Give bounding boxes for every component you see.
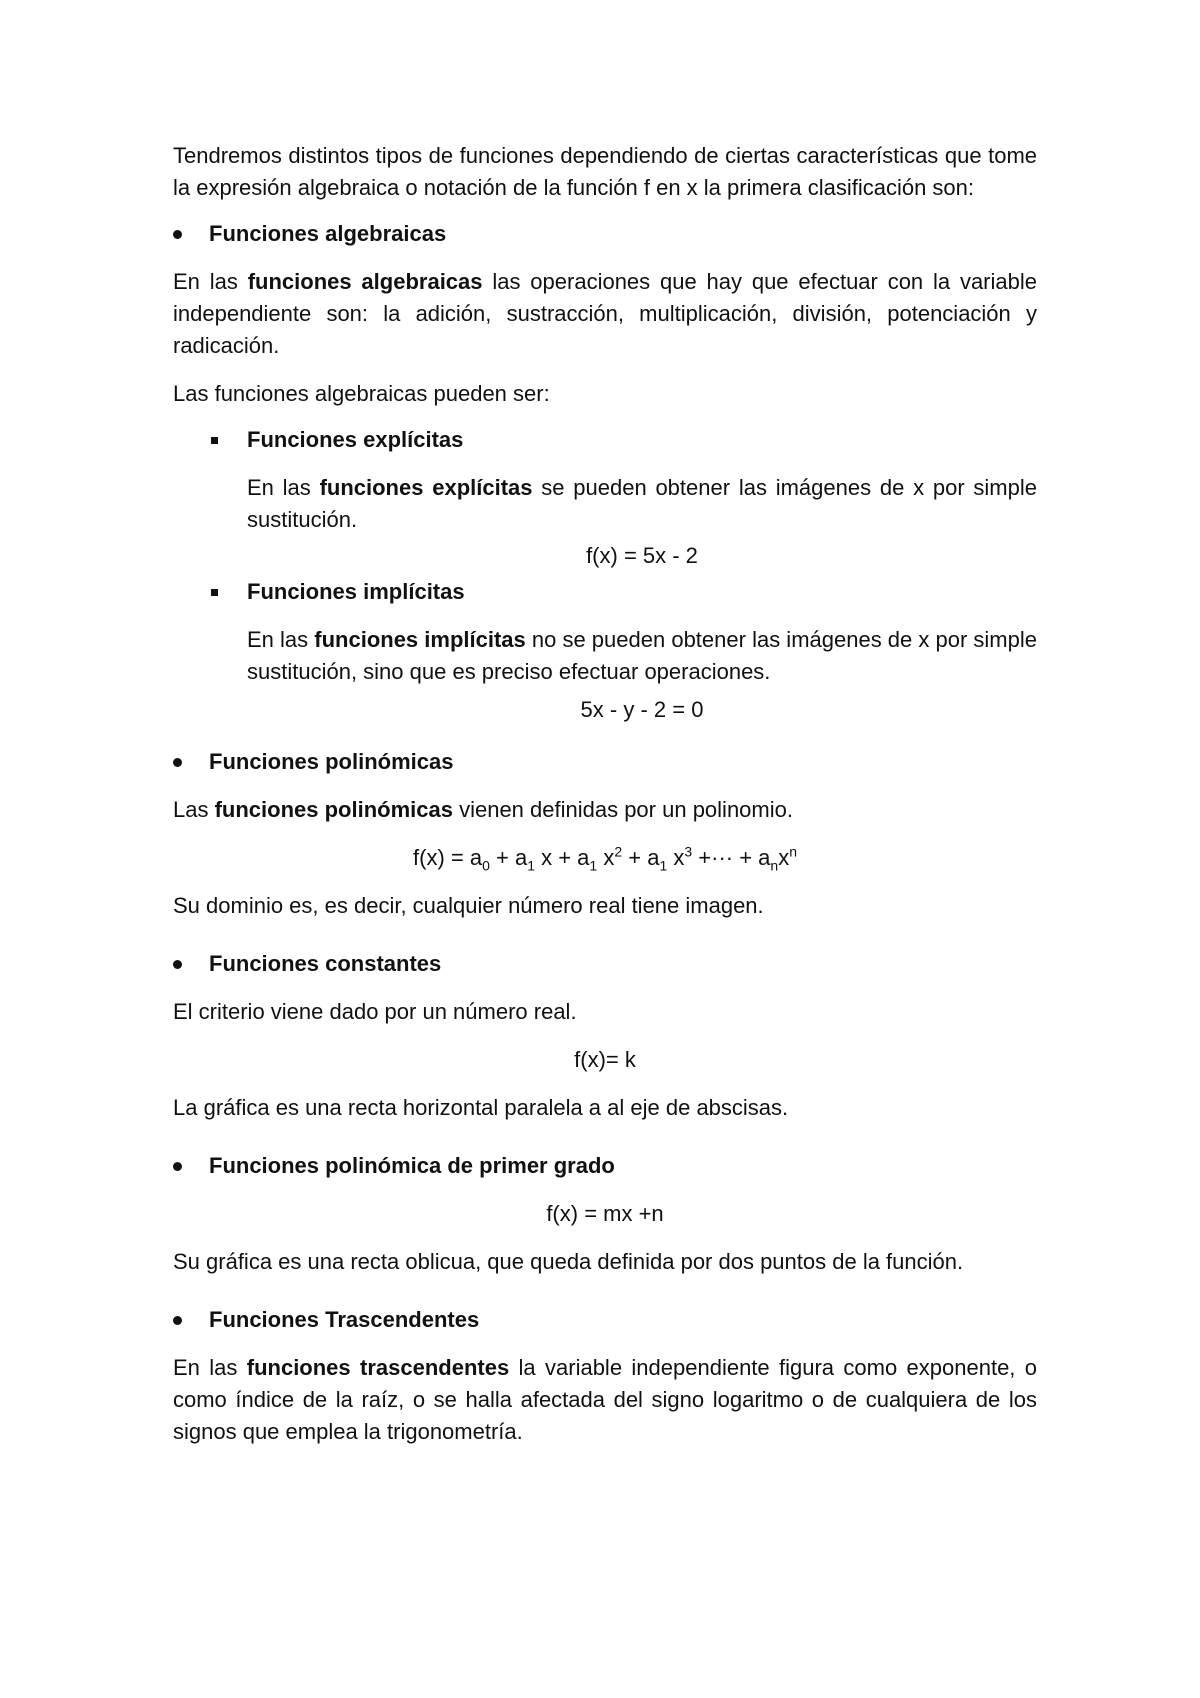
bullet-dot-icon xyxy=(173,1316,182,1325)
formula-text: x xyxy=(597,845,615,870)
bullet-explicitas xyxy=(211,424,1037,456)
bullet-square-icon xyxy=(211,589,218,596)
formula-superscript: 2 xyxy=(614,843,623,860)
formula-subscript: 1 xyxy=(527,857,535,874)
algebraicas-types-paragraph: Las funciones algebraicas pueden ser: xyxy=(173,381,550,406)
text-run: las operaciones que hay que efectuar con la variable independiente son: la adición, sustracción, multiplicación, división, potenciación y radicación. xyxy=(173,269,1037,358)
text-run: En las xyxy=(173,269,248,294)
primer-grado-formula: f(x) = mx +n xyxy=(546,1201,664,1226)
explicitas-formula: f(x) = 5x - 2 xyxy=(586,543,698,568)
formula-text: + a xyxy=(489,845,528,870)
bullet-dot-icon xyxy=(173,230,182,239)
bold-term: funciones explícitas xyxy=(319,475,533,500)
heading-algebraicas: Funciones algebraicas xyxy=(209,221,447,246)
constantes-graph-note: La gráfica es una recta horizontal paralela a al eje de abscisas. xyxy=(173,1095,789,1120)
heading-trascendentes: Funciones Trascendentes xyxy=(209,1307,480,1332)
polinomicas-formula xyxy=(173,842,1037,874)
text-run: se pueden obtener las imágenes de x por simple sustitución. xyxy=(247,475,1037,532)
algebraicas-paragraph xyxy=(173,266,1037,362)
formula-text: x xyxy=(778,845,790,870)
bullet-implicitas xyxy=(211,576,1037,608)
intro-paragraph: Tendremos distintos tipos de funciones dependiendo de ciertas características que tome la expresión algebraica o notación de la función f en x la primera clasificación son: xyxy=(173,143,1037,200)
heading-implicitas: Funciones implícitas xyxy=(247,579,465,604)
text-run: En las xyxy=(247,475,320,500)
text-run: vienen definidas por un polinomio. xyxy=(452,797,793,822)
bullet-square-icon xyxy=(211,437,218,444)
bold-term: funciones trascendentes xyxy=(246,1355,510,1380)
heading-explicitas: Funciones explícitas xyxy=(247,427,464,452)
bullet-dot-icon xyxy=(173,758,182,767)
trascendentes-paragraph xyxy=(173,1352,1037,1448)
formula-subscript: n xyxy=(770,857,779,874)
primer-grado-paragraph: Su gráfica es una recta oblicua, que queda definida por dos puntos de la función. xyxy=(173,1249,964,1274)
bullet-primer-grado xyxy=(173,1150,1037,1182)
document-page xyxy=(173,140,1037,1448)
formula-text: + a xyxy=(622,845,660,870)
formula-subscript: 0 xyxy=(482,857,490,874)
bullet-algebraicas xyxy=(173,218,1037,250)
text-run: En las xyxy=(173,1355,247,1380)
formula-text: x + a xyxy=(534,845,590,870)
heading-constantes: Funciones constantes xyxy=(209,951,442,976)
bold-term: funciones algebraicas xyxy=(247,269,483,294)
formula-superscript: n xyxy=(789,843,797,860)
bullet-constantes xyxy=(173,948,1037,980)
bullet-polinomicas xyxy=(173,746,1037,778)
bold-term: funciones polinómicas xyxy=(214,797,453,822)
bold-term: funciones implícitas xyxy=(314,627,526,652)
constantes-formula: f(x)= k xyxy=(574,1047,636,1072)
formula-text: f(x) = a xyxy=(413,845,483,870)
polinomicas-paragraph xyxy=(173,794,1037,826)
text-run: la variable independiente figura como exponente, o como índice de la raíz, o se halla afectada del signo logaritmo o de cualquiera de los signos que emplea la trigonometría. xyxy=(173,1355,1038,1444)
text-run: no se pueden obtener las imágenes de x por simple sustitución, sino que es preciso efectuar operaciones. xyxy=(247,627,1037,684)
text-run: En las xyxy=(247,627,315,652)
formula-subscript: 1 xyxy=(589,857,598,874)
formula-superscript: 3 xyxy=(684,843,693,860)
formula-text: +··· + a xyxy=(692,845,771,870)
constantes-paragraph: El criterio viene dado por un número real. xyxy=(173,999,577,1024)
formula-text: x xyxy=(667,845,685,870)
implicitas-formula: 5x - y - 2 = 0 xyxy=(580,697,704,722)
polinomicas-note: Su dominio es, es decir, cualquier número real tiene imagen. xyxy=(173,893,764,918)
formula-subscript: 1 xyxy=(659,857,668,874)
text-run: Las xyxy=(173,797,215,822)
explicitas-paragraph xyxy=(247,472,1037,536)
bullet-dot-icon xyxy=(173,1162,182,1171)
heading-primer-grado: Funciones polinómica de primer grado xyxy=(209,1153,615,1178)
heading-polinomicas: Funciones polinómicas xyxy=(209,749,454,774)
bullet-dot-icon xyxy=(173,960,182,969)
bullet-trascendentes xyxy=(173,1304,1037,1336)
implicitas-paragraph xyxy=(247,624,1037,688)
